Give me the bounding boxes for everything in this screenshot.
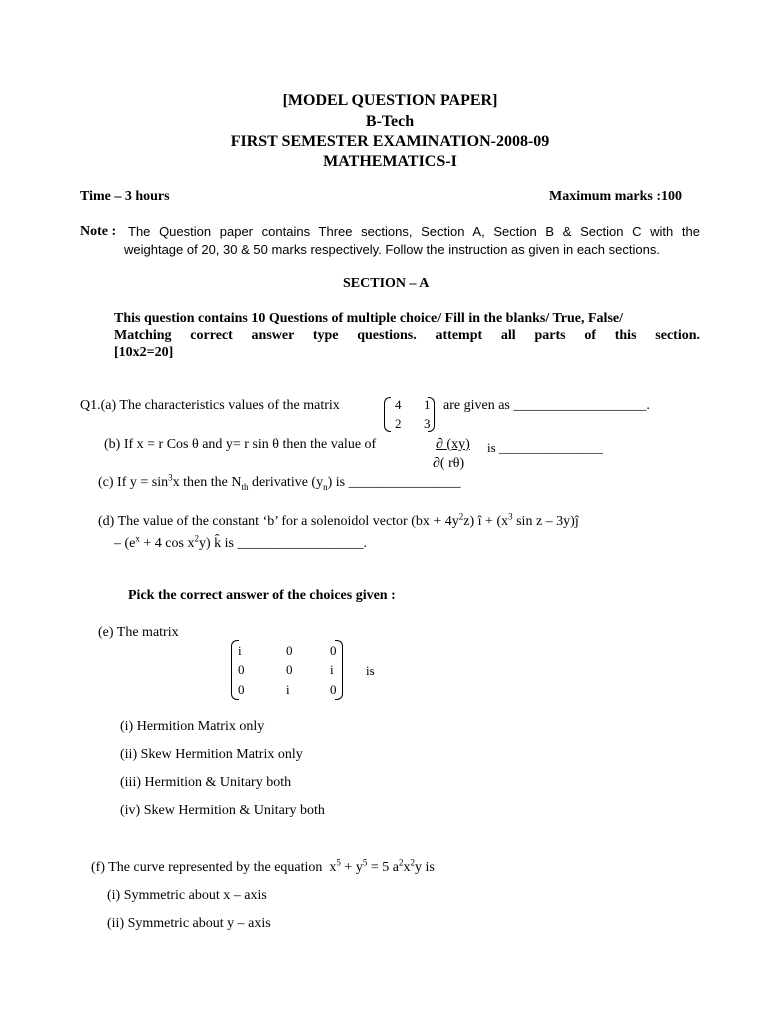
q1a-matrix-cell: 2: [395, 416, 402, 431]
note-text-line2: weightage of 20, 30 & 50 marks respectively. Follow the instruction as given in each sections.: [124, 242, 660, 257]
q1a-matrix-cell: 1: [424, 397, 431, 412]
section-title: SECTION – A: [343, 276, 430, 291]
time-allowed: Time – 3 hours: [80, 189, 170, 204]
choice-heading: Pick the correct answer of the choices given :: [128, 588, 396, 603]
q1e-matrix-cell: 0: [286, 662, 293, 677]
q1e-matrix-cell: 0: [330, 682, 337, 697]
q1e-option: (i) Hermition Matrix only: [120, 719, 265, 734]
q1e-matrix-cell: 0: [238, 682, 245, 697]
q1d-text-line1: (d) The value of the constant ‘b’ for a solenoidol vector $(bx + 4y^2z)$ î + ($x^3$ sin z – 3y)ĵ: [98, 511, 579, 529]
q1a-text: Q1.(a) The characteristics values of the matrix: [80, 398, 340, 413]
q1e-option: (iii) Hermition & Unitary both: [120, 775, 292, 790]
q1a-blank: are given as ___________________.: [443, 398, 650, 413]
q1a-matrix-cell: 4: [395, 397, 402, 412]
q1e-matrix-cell: 0: [286, 643, 293, 658]
q1a-matrix-right-bracket: [428, 397, 435, 432]
note-label: Note :: [80, 224, 117, 239]
q1e-matrix-cell: 0: [238, 662, 245, 677]
note-text-line1: The Question paper contains Three sections, Section A, Section B & Section C with the: [128, 224, 700, 239]
q1e-is: is: [366, 663, 375, 678]
q1c-text: (c) If $y = \sin^3x$ then the $N_{th}$ derivative $(y_n)$ is ________________: [98, 472, 461, 492]
maximum-marks: Maximum marks :100: [549, 189, 682, 204]
section-instruction-line1: This question contains 10 Questions of multiple choice/ Fill in the blanks/ True, False/: [114, 311, 623, 326]
q1b-denominator: ∂( rθ): [433, 456, 465, 471]
section-instruction-line2: Matching correct answer type questions. attempt all parts of this section.: [114, 328, 700, 343]
q1e-option: (iv) Skew Hermition & Unitary both: [120, 803, 325, 818]
paper-title: [MODEL QUESTION PAPER]: [282, 92, 498, 109]
subject-name: MATHEMATICS-I: [323, 153, 457, 170]
course-name: B-Tech: [365, 113, 415, 130]
q1b-blank: is ________________: [487, 440, 603, 455]
q1f-option: (i) Symmetric about x – axis: [107, 888, 267, 903]
q1e-matrix-cell: i: [286, 682, 290, 697]
q1d-text-line2: – ($e^x + 4$ $\cos x^2y$) k̂ is __________________.: [114, 533, 367, 551]
q1b-text: (b) If x = r Cos θ and y= r sin θ then the value of: [104, 437, 377, 452]
q1e-matrix-cell: i: [238, 643, 242, 658]
q1a-matrix-cell: 3: [424, 416, 431, 431]
q1e-text: (e) The matrix: [98, 625, 179, 640]
q1f-option: (ii) Symmetric about y – axis: [107, 916, 271, 931]
q1e-matrix-cell: 0: [330, 643, 337, 658]
q1e-option: (ii) Skew Hermition Matrix only: [120, 747, 303, 762]
section-marks: [10x2=20]: [114, 345, 174, 360]
q1b-numerator: ∂ (xy): [436, 437, 470, 452]
q1a-matrix-left-bracket: [384, 397, 391, 432]
q1e-matrix-cell: i: [330, 662, 334, 677]
exam-name: FIRST SEMESTER EXAMINATION-2008-09: [230, 133, 550, 150]
q1f-text: (f) The curve represented by the equation $x^5 + y^5 = 5$ $a^2x^2y$ is: [91, 857, 435, 875]
q1e-matrix-right-bracket: [335, 640, 343, 700]
